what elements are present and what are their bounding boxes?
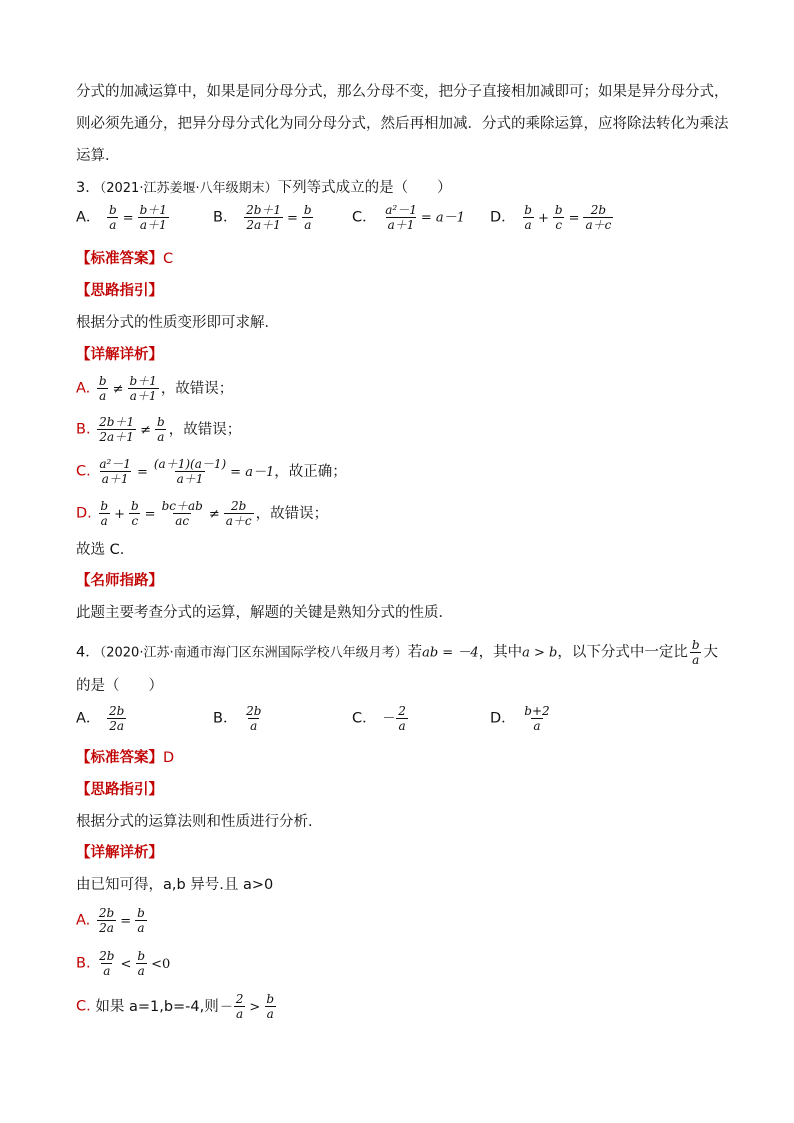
condition-expression: ab = －4 — [422, 645, 479, 661]
fraction: $\frac{b}{a}$ — [266, 992, 274, 1021]
fraction: $\frac{b}{c}$ — [130, 499, 139, 528]
q3-detail-d — [76, 499, 328, 528]
condition-text: 如果 a=1,b=-4,则 — [95, 998, 219, 1015]
not-equal-sign: ≠ — [140, 422, 152, 438]
fraction: $\frac{2}{a}$ — [235, 992, 244, 1021]
item-prefix: C. — [76, 463, 91, 480]
verdict-text: ，故错误； — [168, 421, 242, 438]
q4-stem-2: 的是（ ） — [76, 678, 163, 694]
fraction: $\frac{2b}{a+c}$ — [585, 203, 612, 232]
verdict-text: ，故错误； — [255, 505, 329, 522]
fraction: $\frac{\text{a²－1}}{a+1}$ — [385, 203, 417, 232]
option-label: C． — [352, 710, 377, 727]
intro-line-3: 运算． — [76, 148, 120, 164]
q3-source: （2021·江苏姜堰·八年级期末） — [99, 181, 278, 196]
intro-line-2: 则必须先通分，把异分母分式化为同分母分式，然后再相加减．分式的乘除运算，应将除法转化为乘法 — [76, 116, 729, 132]
stem-text: ，以下分式中一定比 — [557, 644, 688, 661]
answer-value: D — [163, 750, 175, 766]
fraction: $\frac{b+1}{a+1}$ — [129, 374, 157, 403]
fraction: $\frac{b}{a}$ — [109, 203, 117, 232]
q3-detail-a — [76, 374, 233, 403]
q3-hint: 根据分式的性质变形即可求解． — [76, 315, 279, 331]
less-than-sign: < — [120, 956, 132, 972]
math-expression: = a－1 — [420, 210, 465, 226]
q4-option-c — [352, 704, 410, 733]
q3-detail-c — [76, 457, 347, 486]
fraction: $\frac{b}{a}$ — [524, 203, 532, 232]
fraction: $\frac{2b}{a}$ — [246, 704, 262, 733]
verdict-text: ，故正确； — [274, 463, 347, 480]
q4-known: 由已知可得，a,b 异号.且 a>0 — [76, 877, 274, 893]
q3-conclusion: 故选 C． — [76, 542, 135, 558]
option-label: B． — [213, 209, 238, 226]
fraction: $\frac{b}{a}$ — [303, 203, 312, 232]
fraction: $\frac{b}{a}$ — [137, 906, 145, 935]
fraction: $\frac{2b}{2a}$ — [109, 704, 125, 733]
fraction: $\frac{b}{c}$ — [554, 203, 563, 232]
q3-option-a — [76, 203, 171, 232]
math-expression: = a－1 — [230, 464, 275, 480]
fraction: $\frac{bc+ab}{ac}$ — [161, 499, 203, 528]
q4-detail-c — [76, 992, 278, 1021]
fraction: $\frac{b}{a}$ — [98, 374, 107, 403]
q4-hint: 根据分式的运算法则和性质进行分析. — [76, 814, 313, 830]
q3-detail-label: 【详解详析】 — [76, 347, 163, 363]
condition-expression: a > b — [522, 645, 558, 661]
option-label: B． — [213, 710, 238, 727]
fraction: $\frac{b}{a}$ — [100, 499, 109, 528]
fraction: $\frac{(a+1)(a-1)}{a+1}$ — [153, 457, 227, 486]
fraction: $\frac{2b+1}{2a+1}$ — [99, 415, 135, 444]
q3-number: 3． — [76, 180, 100, 196]
equals-sign: = — [287, 210, 298, 226]
fraction: $\frac{b+2}{a}$ — [524, 704, 550, 733]
stem-text: ，其中 — [478, 644, 523, 661]
option-label: D． — [490, 710, 516, 727]
fraction: $\frac{b}{a}$ — [157, 415, 165, 444]
fraction: $\frac{b}{a}$ — [691, 638, 700, 667]
q4-detail-label: 【详解详析】 — [76, 845, 163, 861]
item-prefix: A. — [76, 380, 91, 397]
equals-sign: = — [120, 913, 132, 929]
intro-line-1: 分式的加减运算中，如果是同分母分式，那么分母不变，把分子直接相加减即可；如果是异分母分式， — [76, 84, 729, 100]
q3-hint-label: 【思路指引】 — [76, 283, 163, 299]
equals-sign: = — [136, 464, 148, 480]
stem-text: 大 — [703, 644, 719, 661]
math-expression: <0 — [151, 956, 171, 972]
fraction: $\frac{2b}{2a}$ — [98, 906, 115, 935]
plus-sign: + — [537, 210, 549, 226]
option-label: A． — [76, 710, 101, 727]
minus-sign: － — [381, 711, 395, 727]
not-equal-sign: ≠ — [112, 381, 124, 397]
q3-question: 下列等式成立的是（ ） — [277, 180, 452, 196]
item-prefix: B. — [76, 421, 91, 438]
equals-sign: = — [568, 210, 580, 226]
q3-answer — [76, 249, 173, 269]
option-label: A． — [76, 209, 101, 226]
item-prefix: A. — [76, 912, 91, 929]
answer-label: 【标准答案】 — [76, 251, 163, 267]
fraction: $\frac{2}{a}$ — [398, 704, 406, 733]
q3-stem — [76, 178, 452, 199]
q4-detail-b — [76, 949, 172, 978]
q4-number: 4． — [76, 644, 100, 661]
q3-option-b — [213, 203, 316, 232]
equals-sign: = — [122, 210, 134, 226]
answer-label: 【标准答案】 — [76, 750, 163, 766]
q4-option-a — [76, 704, 128, 733]
q4-option-b — [213, 704, 265, 733]
q3-teacher: 此题主要考查分式的运算，解题的关键是熟知分式的性质． — [76, 605, 453, 621]
q4-source: （2020·江苏·南通市海门区东洲国际学校八年级月考） — [99, 645, 408, 661]
stem-text: 若 — [407, 644, 423, 661]
answer-value: C — [163, 251, 174, 267]
not-equal-sign: ≠ — [208, 506, 220, 522]
q3-option-d — [490, 203, 615, 232]
fraction: $\frac{2b+1}{2a+1}$ — [246, 203, 282, 232]
greater-than-sign: > — [249, 999, 261, 1015]
item-prefix: D. — [76, 505, 92, 522]
q3-option-c — [352, 203, 465, 232]
equals-sign: = — [144, 506, 156, 522]
verdict-text: ，故错误； — [160, 380, 234, 397]
q4-stem — [76, 638, 718, 667]
option-label: D． — [490, 209, 516, 226]
fraction: $\frac{b+1}{a+1}$ — [139, 203, 167, 232]
q4-hint-label: 【思路指引】 — [76, 782, 163, 798]
minus-sign: － — [218, 999, 232, 1015]
plus-sign: + — [114, 506, 125, 522]
option-label: C． — [352, 209, 377, 226]
q4-answer — [76, 748, 174, 768]
fraction: $\frac{b}{a}$ — [137, 949, 146, 978]
item-prefix: B. — [76, 955, 91, 972]
q4-option-d — [490, 704, 554, 733]
q4-detail-a — [76, 906, 149, 935]
q3-detail-b — [76, 415, 241, 444]
q3-teacher-label: 【名师指路】 — [76, 573, 163, 589]
item-prefix: C. — [76, 998, 91, 1015]
fraction: $\frac{2b}{a}$ — [99, 949, 115, 978]
fraction: $\frac{2b}{a+c}$ — [225, 499, 252, 528]
fraction: $\frac{\text{a²－1}}{a+1}$ — [99, 457, 131, 486]
